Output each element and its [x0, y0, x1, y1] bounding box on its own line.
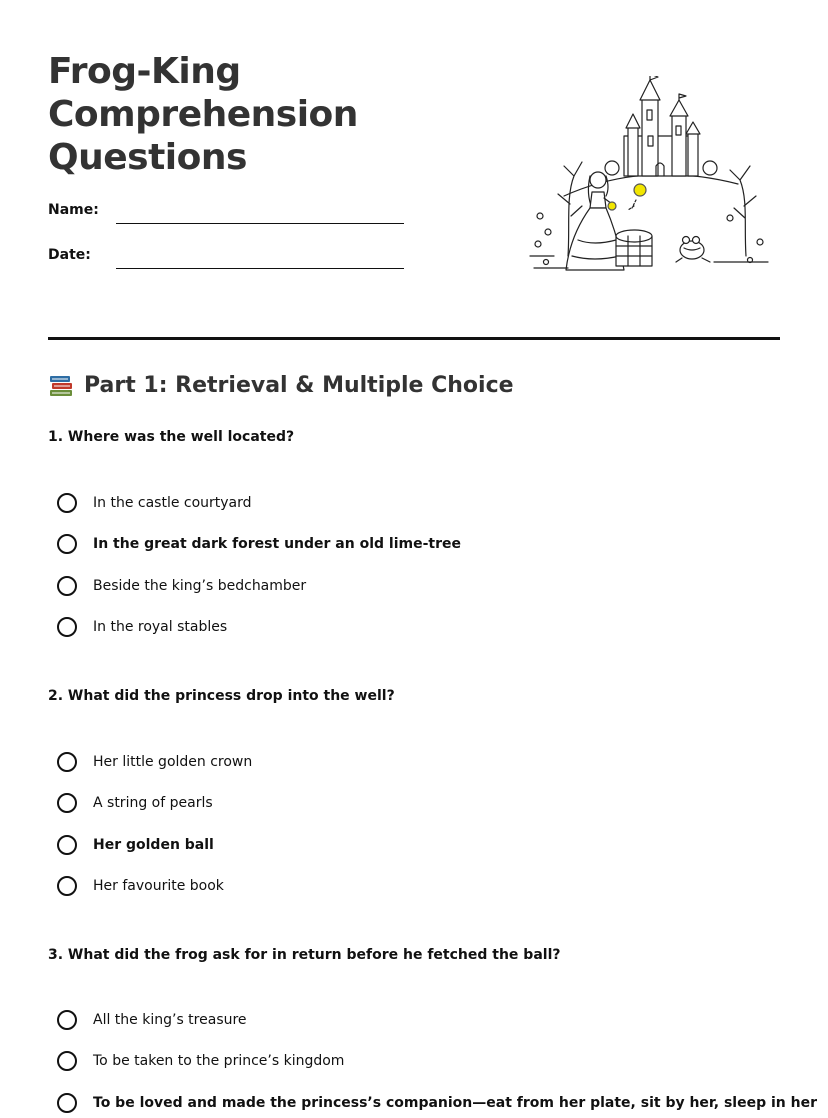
q2-option-c[interactable] [57, 832, 214, 858]
option-label: To be loved and made the princess’s companion—eat from her plate, sit by her, sleep in her [93, 1095, 817, 1111]
section-divider [48, 337, 780, 340]
books-icon [48, 374, 74, 398]
q1-option-a[interactable] [57, 490, 252, 516]
q1-option-d[interactable] [57, 614, 227, 640]
option-label: A string of pearls [93, 795, 213, 811]
part1-heading-text: Part 1: Retrieval & Multiple Choice [84, 373, 514, 398]
radio-circle-icon[interactable] [57, 1010, 77, 1030]
question-1: 1. Where was the well located? [48, 429, 295, 445]
q3-option-b[interactable] [57, 1048, 344, 1074]
radio-circle-icon[interactable] [57, 493, 77, 513]
question-2: 2. What did the princess drop into the well? [48, 688, 395, 704]
radio-circle-icon[interactable] [57, 1051, 77, 1071]
name-label: Name: [48, 202, 99, 218]
q2-option-b[interactable] [57, 790, 213, 816]
radio-circle-icon[interactable] [57, 793, 77, 813]
q1-option-c[interactable] [57, 573, 306, 599]
option-label: Her little golden crown [93, 754, 253, 770]
option-label: All the king’s treasure [93, 1012, 247, 1028]
title-line: Frog-King [48, 51, 241, 92]
part1-heading [48, 373, 514, 398]
worksheet-title [48, 50, 358, 179]
option-label: To be taken to the prince’s kingdom [93, 1053, 345, 1069]
title-line: Questions [48, 137, 247, 178]
title-line: Comprehension [48, 94, 358, 135]
radio-circle-icon[interactable] [57, 617, 77, 637]
q3-option-c[interactable] [57, 1090, 817, 1116]
radio-circle-icon[interactable] [57, 752, 77, 772]
question-3: 3. What did the frog ask for in return before he fetched the ball? [48, 947, 561, 963]
q2-option-d[interactable] [57, 873, 224, 899]
radio-circle-icon[interactable] [57, 576, 77, 596]
q1-option-b[interactable] [57, 531, 461, 557]
date-label: Date: [48, 247, 91, 263]
castle-princess-frog-illustration [524, 76, 772, 274]
radio-circle-icon[interactable] [57, 1093, 77, 1113]
radio-circle-icon[interactable] [57, 534, 77, 554]
option-label: Beside the king’s bedchamber [93, 578, 307, 594]
radio-circle-icon[interactable] [57, 835, 77, 855]
q2-option-a[interactable] [57, 749, 252, 775]
option-label: Her golden ball [93, 837, 214, 853]
name-field[interactable] [116, 223, 404, 224]
date-field[interactable] [116, 268, 404, 269]
q3-option-a[interactable] [57, 1007, 247, 1033]
radio-circle-icon[interactable] [57, 876, 77, 896]
option-label: Her favourite book [93, 878, 224, 894]
option-label: In the great dark forest under an old lime-tree [93, 536, 461, 552]
option-label: In the castle courtyard [93, 495, 252, 511]
option-label: In the royal stables [93, 619, 228, 635]
